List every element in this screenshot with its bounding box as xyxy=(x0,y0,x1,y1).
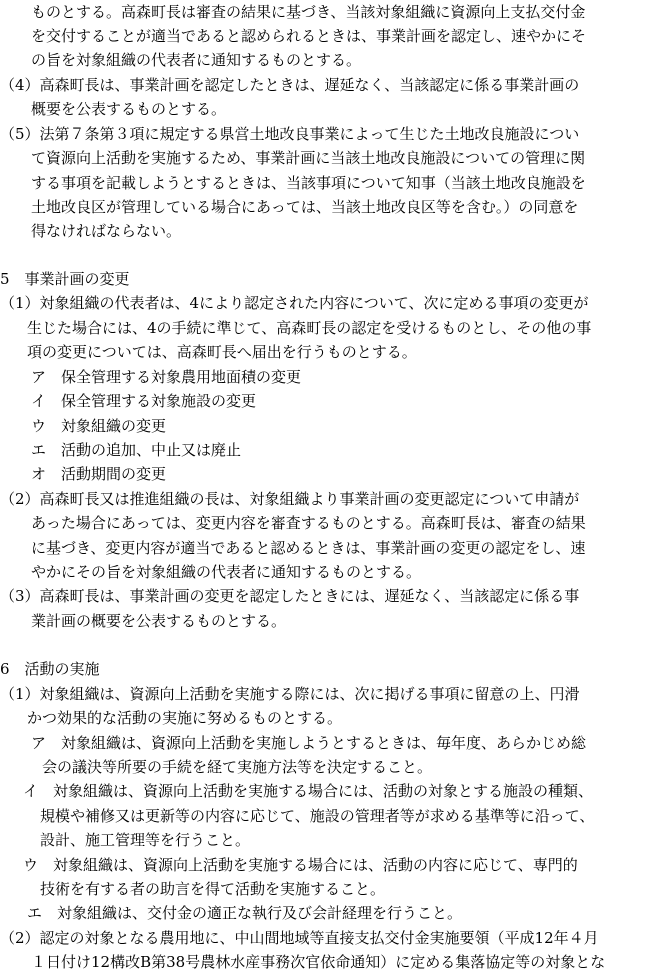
text-line: に基づき、変更内容が適当であると認めるときは、事業計画の変更の認定をし、速 xyxy=(31,539,586,557)
text-line: 項の変更については、高森町長へ届出を行うものとする。 xyxy=(27,343,417,361)
text-line: 土地改良区が管理している場合にあっては、当該土地改良区等を含む。）の同意を xyxy=(31,198,579,216)
text-line: 業計画の概要を公表するものとする。 xyxy=(31,612,287,630)
section-heading: 5 事業計画の変更 xyxy=(0,270,130,288)
text-line: （3）高森町長は、事業計画の変更を認定したときには、遅延なく、当該認定に係る事 xyxy=(0,587,580,605)
text-line: 技術を有する者の助言を得て活動を実施すること。 xyxy=(40,880,386,898)
text-line: （5）法第７条第３項に規定する県営土地改良事業によって生じた土地改良施設につい xyxy=(0,125,580,143)
text-line: する事項を記載しようとするときは、当該事項について知事（当該土地改良施設を xyxy=(31,174,586,192)
text-line: （1）対象組織の代表者は、4により認定された内容について、次に定める事項の変更が xyxy=(0,294,589,312)
text-line: （1）対象組織は、資源向上活動を実施する際には、次に掲げる事項に留意の上、円滑 xyxy=(0,685,580,703)
text-line: の旨を対象組織の代表者に通知するものとする。 xyxy=(31,51,362,69)
text-line: （4）高森町長は、事業計画を認定したときは、遅延なく、当該認定に係る事業計画の xyxy=(0,76,580,94)
list-item: ウ 対象組織の変更 xyxy=(31,417,167,435)
list-item: ア 対象組織は、資源向上活動を実施しようとするときは、毎年度、あらかじめ総 xyxy=(31,734,587,752)
text-line: 概要を公表するものとする。 xyxy=(31,100,227,118)
text-line: 得なければならない。 xyxy=(31,222,182,240)
text-line: （2）認定の対象となる農用地に、中山間地域等直接支払交付金実施要領（平成12年４月 xyxy=(0,929,599,947)
list-item: ウ 対象組織は、資源向上活動を実施する場合には、活動の内容に応じて、専門的 xyxy=(23,856,578,874)
section-heading: 6 活動の実施 xyxy=(0,660,100,678)
text-line: 規模や補修又は更新等の内容に応じて、施設の管理者等が求める基準等に沿って、 xyxy=(40,807,595,825)
text-line: １日付け12構改B第38号農林水産事務次官依命通知）に定める集落協定等の対象とな xyxy=(31,953,606,971)
text-line: 生じた場合には、4の手続に準じて、高森町長の認定を受けるものとし、その他の事 xyxy=(27,319,592,337)
text-line: 設計、施工管理等を行うこと。 xyxy=(40,831,251,849)
text-line: を交付することが適当であると認められるときは、事業計画を認定し、速やかにそ xyxy=(31,27,587,45)
text-line: やかにその旨を対象組織の代表者に通知するものとする。 xyxy=(31,563,422,581)
text-line: ものとする。高森町長は審査の結果に基づき、当該対象組織に資源向上支払交付金 xyxy=(31,3,586,21)
text-line: かつ効果的な活動の実施に努めるものとする。 xyxy=(27,709,343,727)
list-item: イ 保全管理する対象施設の変更 xyxy=(31,392,257,410)
list-item: イ 対象組織は、資源向上活動を実施する場合には、活動の対象とする施設の種類、 xyxy=(23,782,594,800)
text-line: あった場合にあっては、変更内容を審査するものとする。高森町長は、審査の結果 xyxy=(31,514,586,532)
list-item: ア 保全管理する対象農用地面積の変更 xyxy=(31,368,302,386)
text-line: て資源向上活動を実施するため、事業計画に当該土地改良施設についての管理に関 xyxy=(31,149,586,167)
list-item: エ 対象組織は、交付金の適正な執行及び会計経理を行うこと。 xyxy=(27,904,463,922)
text-line: （2）高森町長又は推進組織の長は、対象組織より事業計画の変更認定について申請が xyxy=(0,490,580,508)
list-item: エ 活動の追加、中止又は廃止 xyxy=(31,441,242,459)
list-item: オ 活動期間の変更 xyxy=(31,465,167,483)
text-line: 会の議決等所要の手続を経て実施方法等を決定すること。 xyxy=(42,758,433,776)
